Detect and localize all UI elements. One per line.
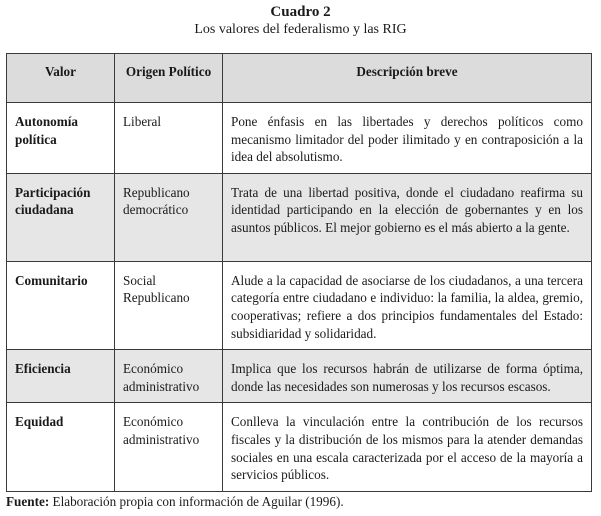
cell-origen: Liberal bbox=[115, 103, 223, 174]
source-note bbox=[6, 493, 344, 510]
cell-descripcion: Implica que los recursos habrán de utilizarse de forma óptima, donde las necesidades son numerosas y los recursos escasos. bbox=[223, 350, 592, 403]
cell-valor: Participación ciudadana bbox=[7, 173, 115, 261]
cell-valor: Comunitario bbox=[7, 261, 115, 349]
header-valor: Valor bbox=[7, 54, 115, 103]
table-row bbox=[7, 403, 592, 491]
cell-descripcion: Conlleva la vinculación entre la contribución de los recursos fiscales y la distribución de los mismos para la atender demandas sociales en una escala caracterizada por el acceso de la mayoría a servicios públicos. bbox=[223, 403, 592, 491]
cell-descripcion: Trata de una libertad positiva, donde el ciudadano reafirma su identidad participando en la elección de gobernantes y en los asuntos públicos. El mejor gobierno es el más abierto a la gente. bbox=[223, 173, 592, 261]
cell-origen: Económico administrativo bbox=[115, 350, 223, 403]
cell-valor: Autonomía política bbox=[7, 103, 115, 174]
header-origen: Origen Político bbox=[115, 54, 223, 103]
cell-descripcion: Pone énfasis en las libertades y derechos políticos como mecanismo limitador del poder ilimitado y en contraposición a la idea del absolutismo. bbox=[223, 103, 592, 174]
source-text: Elaboración propia con información de Aguilar (1996). bbox=[49, 494, 344, 509]
cell-valor: Equidad bbox=[7, 403, 115, 491]
cell-origen: Social Republicano bbox=[115, 261, 223, 349]
cell-valor: Eficiencia bbox=[7, 350, 115, 403]
header-descripcion: Descripción breve bbox=[223, 54, 592, 103]
table-subtitle bbox=[0, 21, 601, 39]
table-header-row bbox=[7, 54, 592, 103]
cell-descripcion: Alude a la capacidad de asociarse de los ciudadanos, a una tercera categoría entre ciudadano e individuo: la familia, la aldea, gremio, cooperativas; refiere a dos principios fundamentales del Estado: subsidiaridad y solidaridad. bbox=[223, 261, 592, 349]
table-row bbox=[7, 350, 592, 403]
source-label: Fuente: bbox=[6, 494, 50, 509]
cell-origen: Republicano democrático bbox=[115, 173, 223, 261]
table-row bbox=[7, 261, 592, 349]
values-table bbox=[6, 53, 592, 492]
table-title: Cuadro 2 bbox=[270, 4, 331, 20]
table-row bbox=[7, 173, 592, 261]
subtitle-text: Los valores del federalismo y las bbox=[194, 22, 383, 37]
subtitle-abbreviation: RIG bbox=[382, 22, 407, 37]
cell-origen: Económico administrativo bbox=[115, 403, 223, 491]
table-row bbox=[7, 103, 592, 174]
